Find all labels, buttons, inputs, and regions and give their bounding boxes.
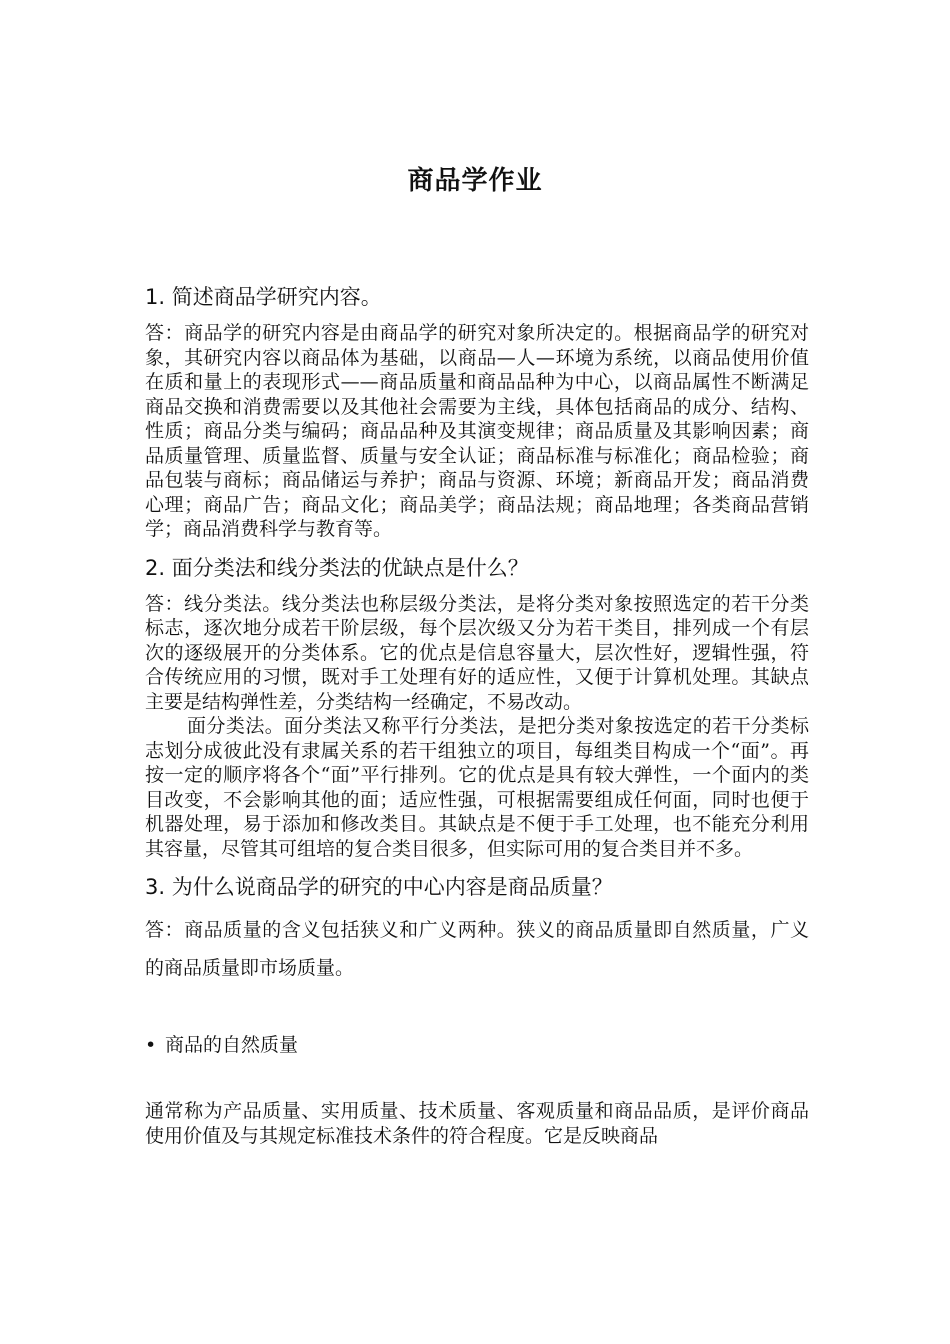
section-paragraph: 答：商品质量的含义包括狭义和广义两种。狭义的商品质量即自然质量，广义的商品质量即市场质量。 [145,919,809,979]
bullet-icon: • [145,1034,157,1056]
bullet-item [145,1033,809,1057]
document-title: 商品学作业 [407,166,543,196]
section-heading: 3. 为什么说商品学的研究的中心内容是商品质量？ [145,875,613,899]
section-paragraph: 面分类法。面分类法又称平行分类法，是把分类对象按选定的若干分类标志划分成彼此没有隶属关系的若干组独立的项目，每组类目构成一个“面”。再按一定的顺序将各个“面”平行排列。它的优点是具有较大弹性，一个面内的类目改变，不会影响其他的面；适应性强，可根据需要组成任何面，同时也便于机器处理，易于添加和修改类目。其缺点是不便于手工处理，也不能充分利用其容量，尽管其可组培的复合类目很多，但实际可用的复合类目并不多。 [145,715,809,860]
bullet-text: 商品的自然质量 [165,1034,299,1056]
section-heading: 2. 面分类法和线分类法的优缺点是什么？ [145,555,529,580]
section-heading: 1. 简述商品学研究内容。 [145,285,382,309]
section-3 [145,873,809,1148]
section-paragraph: 答：线分类法。线分类法也称层级分类法，是将分类对象按照选定的若干分类标志，逐次地分成若干阶层级，每个层次级又分为若干类目，排列成一个有层次的逐级展开的分类体系。它的优点是信息容量大，层次性好，逻辑性强，符合传统应用的习惯，既对手工处理有好的适应性，又便于计算机处理。其缺点主要是结构弹性差，分类结构一经确定，不易改动。 [145,592,809,713]
section-1 [145,283,809,542]
section-paragraph: 通常称为产品质量、实用质量、技术质量、客观质量和商品品质，是评价商品使用价值及与其规定标准技术条件的符合程度。它是反映商品 [145,1100,809,1147]
section-2 [145,554,809,862]
section-paragraph: 答：商品学的研究内容是由商品学的研究对象所决定的。根据商品学的研究对象，其研究内容以商品体为基础，以商品—人—环境为系统，以商品使用价值在质和量上的表现形式——商品质量和商品品种为中心，以商品属性不断满足商品交换和消费需要以及其他社会需要为主线，具体包括商品的成分、结构、性质；商品分类与编码；商品品种及其演变规律；商品质量及其影响因素；商品质量管理、质量监督、质量与安全认证；商品标准与标准化；商品检验；商品包装与商标；商品储运与养护；商品与资源、环境；新商品开发；商品消费心理；商品广告；商品文化；商品美学；商品法规；商品地理；各类商品营销学；商品消费科学与教育等。 [145,322,809,540]
document-body [145,283,809,1148]
